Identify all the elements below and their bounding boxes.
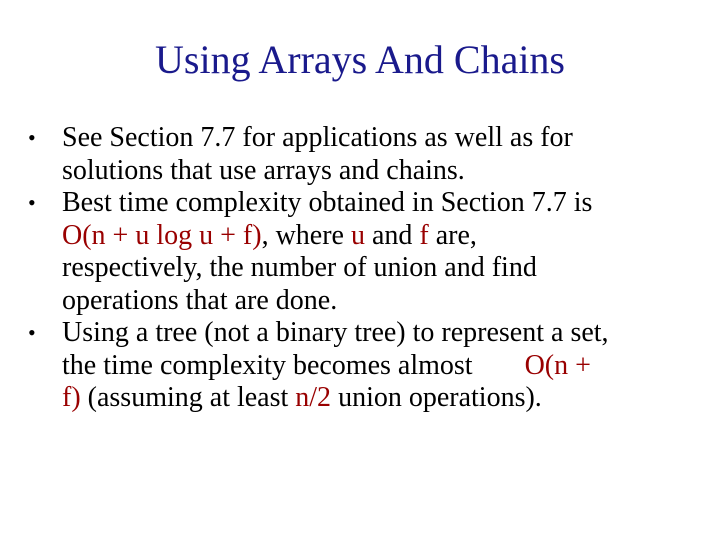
bullet-line — [62, 317, 708, 350]
highlighted-term: O(n + u log u + f) — [62, 219, 262, 251]
bullet-item — [28, 187, 708, 317]
bullet-dot-icon: • — [28, 125, 36, 150]
text-segment: Using a tree (not a binary tree) to represent a set, — [62, 317, 609, 348]
highlighted-term: u — [350, 219, 365, 251]
text-segment: , where — [261, 219, 351, 251]
bullet-line — [62, 155, 708, 188]
text-segment: operations that are done. — [62, 284, 338, 316]
slide-title: Using Arrays And Chains — [155, 37, 565, 82]
text-segment: the time complexity becomes almost — [62, 349, 473, 381]
highlighted-term: n/2 — [295, 382, 332, 413]
text-segment: Best time complexity obtained in Section 7.7 is — [62, 187, 593, 218]
bullet-dot-icon: • — [28, 190, 36, 215]
bullet-item — [28, 122, 708, 187]
bullet-line — [62, 350, 708, 383]
bullet-line — [62, 187, 708, 220]
bullet-line — [62, 122, 708, 155]
bullet-list — [28, 122, 708, 415]
bullet-line — [62, 252, 708, 285]
text-segment: See Section 7.7 for applications as well as for — [62, 122, 573, 153]
text-segment: and — [364, 219, 420, 251]
bullet-line — [62, 285, 708, 318]
text-segment: (assuming at least — [80, 382, 296, 413]
bullet-dot-icon: • — [28, 320, 36, 345]
highlighted-term: O(n + — [524, 349, 591, 381]
text-segment: are, — [428, 219, 477, 251]
text-segment: solutions that use arrays and chains. — [62, 154, 465, 186]
bullet-line — [62, 382, 708, 415]
highlighted-term: f — [419, 219, 429, 251]
text-segment: union operations). — [331, 382, 542, 413]
bullet-line — [62, 220, 708, 253]
highlighted-term: f) — [62, 382, 81, 413]
text-segment: respectively, the number of union and find — [62, 252, 537, 283]
bullet-item — [28, 317, 708, 415]
